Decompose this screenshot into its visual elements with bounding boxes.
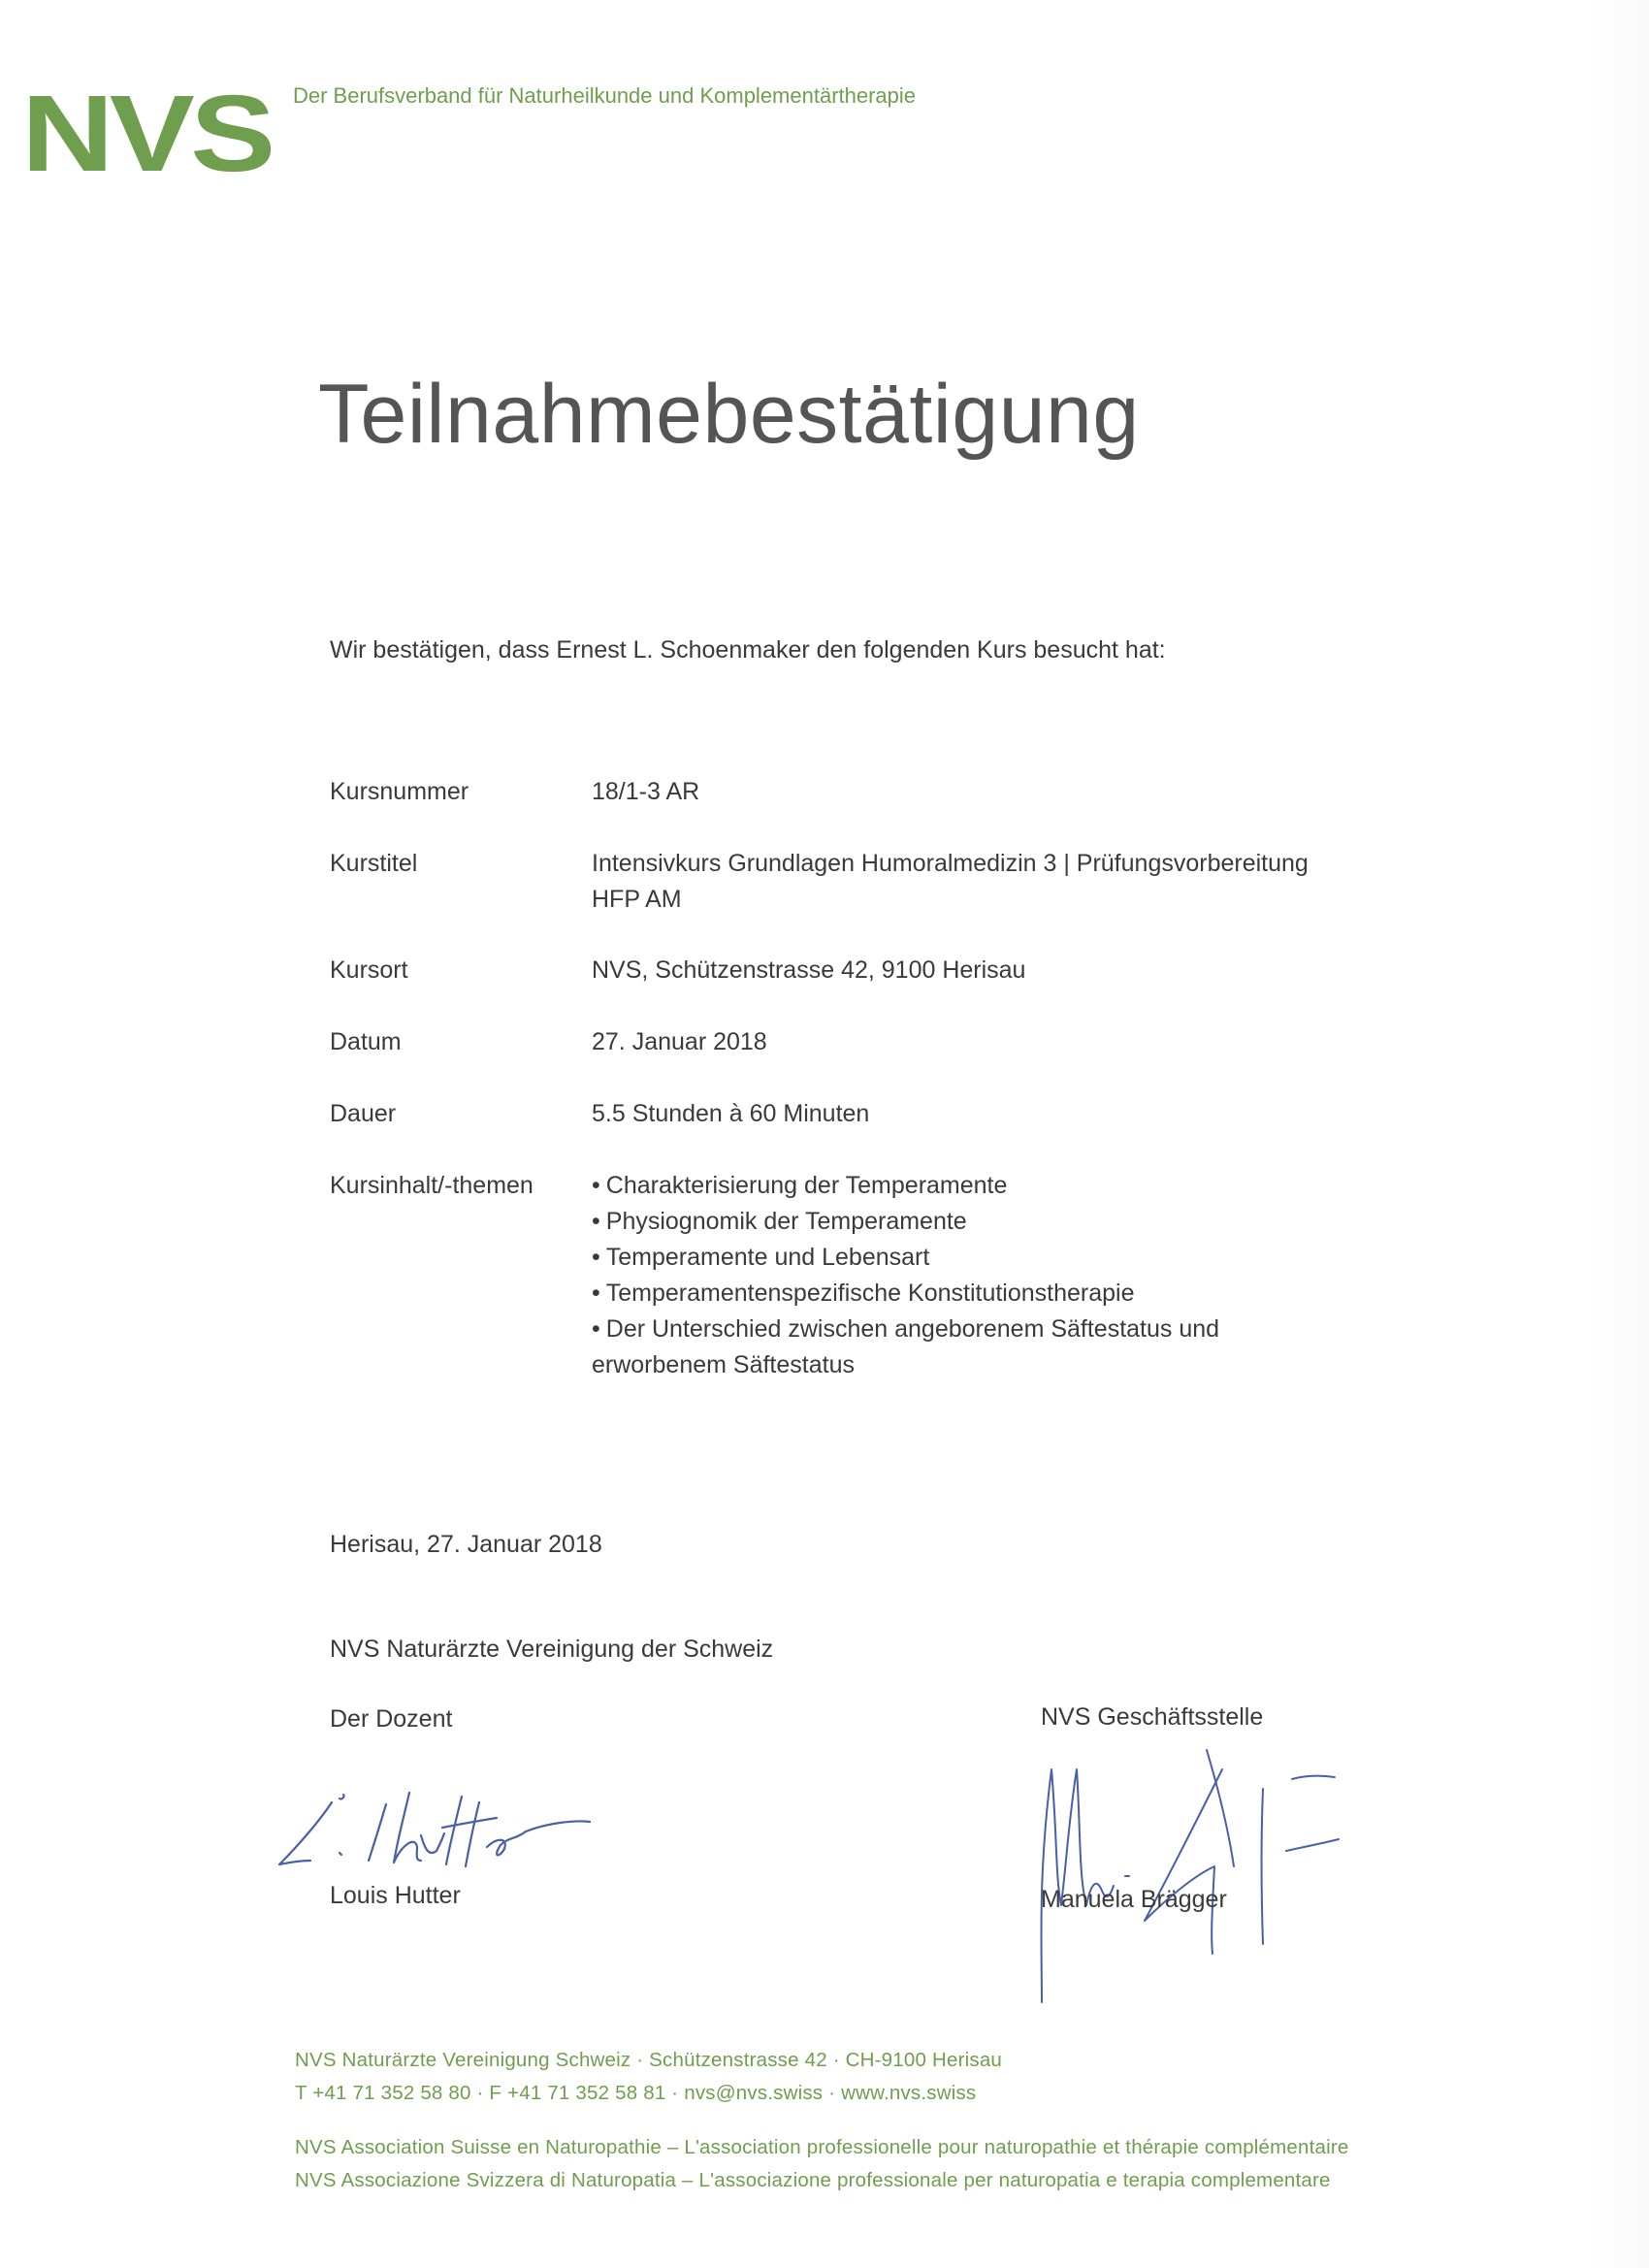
footer-address: NVS Naturärzte Vereinigung Schweiz · Schützenstrasse 42 · CH-9100 Herisau [295, 2049, 1003, 2071]
label-kursnummer: Kursnummer [330, 778, 469, 805]
topic-text: Temperamentenspezifische Konstitutionstherapie [605, 1280, 1135, 1307]
bullet: • [592, 1280, 600, 1307]
label-kurstitel: Kurstitel [330, 850, 418, 877]
document-title: Teilnahmebestätigung [318, 368, 1140, 461]
label-dauer: Dauer [330, 1100, 397, 1127]
page-edge [1591, 0, 1649, 2268]
value-kurstitel [592, 846, 1426, 918]
topic-text: Physiognomik der Temperamente [605, 1208, 967, 1235]
topics-list [592, 1168, 1426, 1383]
footer-italian: NVS Associazione Svizzera di Naturopatia – L'associazione professionale per naturopatia e terapia complementare [295, 2169, 1331, 2191]
header-tagline: Der Berufsverband für Naturheilkunde und Komplementärtherapie [293, 83, 917, 108]
right-signatory-role: NVS Geschäftsstelle [1041, 1703, 1264, 1731]
value-kurstitel-line1: Intensivkurs Grundlagen Humoralmedizin 3 | Prüfungsvorbereitung [592, 850, 1309, 877]
label-kursort: Kursort [330, 956, 408, 984]
signature-hutter [272, 1775, 601, 1892]
value-kursnummer: 18/1-3 AR [592, 778, 700, 805]
topic-text: Temperamente und Lebensart [605, 1244, 930, 1271]
place-date: Herisau, 27. Januar 2018 [330, 1531, 602, 1558]
intro-text: Wir bestätigen, dass Ernest L. Schoenmaker den folgenden Kurs besucht hat: [330, 636, 1166, 664]
footer-contact: T +41 71 352 58 80 · F +41 71 352 58 81 · nvs@nvs.swiss · www.nvs.swiss [295, 2082, 977, 2104]
list-item [592, 1312, 1426, 1347]
label-kursinhalt: Kursinhalt/-themen [330, 1172, 534, 1199]
signature-braegger [1028, 1731, 1387, 2012]
list-item-continuation: erworbenem Säftestatus [592, 1351, 855, 1378]
bullet: • [592, 1172, 600, 1199]
right-signatory-name: Manuela Brägger [1041, 1886, 1227, 1913]
value-dauer: 5.5 Stunden à 60 Minuten [592, 1100, 870, 1127]
list-item [592, 1276, 1426, 1312]
footer-french: NVS Association Suisse en Naturopathie – L'association professionelle pour naturopathie et thérapie complémentaire [295, 2136, 1349, 2158]
left-signatory-name: Louis Hutter [330, 1882, 461, 1909]
label-datum: Datum [330, 1028, 402, 1055]
topic-text: Der Unterschied zwischen angeborenem Säftestatus und [605, 1315, 1220, 1343]
value-kurstitel-line2: HFP AM [592, 886, 682, 913]
value-datum: 27. Januar 2018 [592, 1028, 767, 1055]
bullet: • [592, 1244, 600, 1271]
bullet: • [592, 1315, 600, 1343]
left-signatory-role: Der Dozent [330, 1705, 453, 1733]
list-item [592, 1204, 1426, 1240]
list-item [592, 1168, 1426, 1204]
nvs-logo: NVS [21, 73, 272, 194]
list-item [592, 1240, 1426, 1276]
value-kursort: NVS, Schützenstrasse 42, 9100 Herisau [592, 956, 1026, 984]
topic-text: Charakterisierung der Temperamente [605, 1172, 1008, 1199]
bullet: • [592, 1208, 600, 1235]
organisation-name: NVS Naturärzte Vereinigung der Schweiz [330, 1636, 774, 1663]
